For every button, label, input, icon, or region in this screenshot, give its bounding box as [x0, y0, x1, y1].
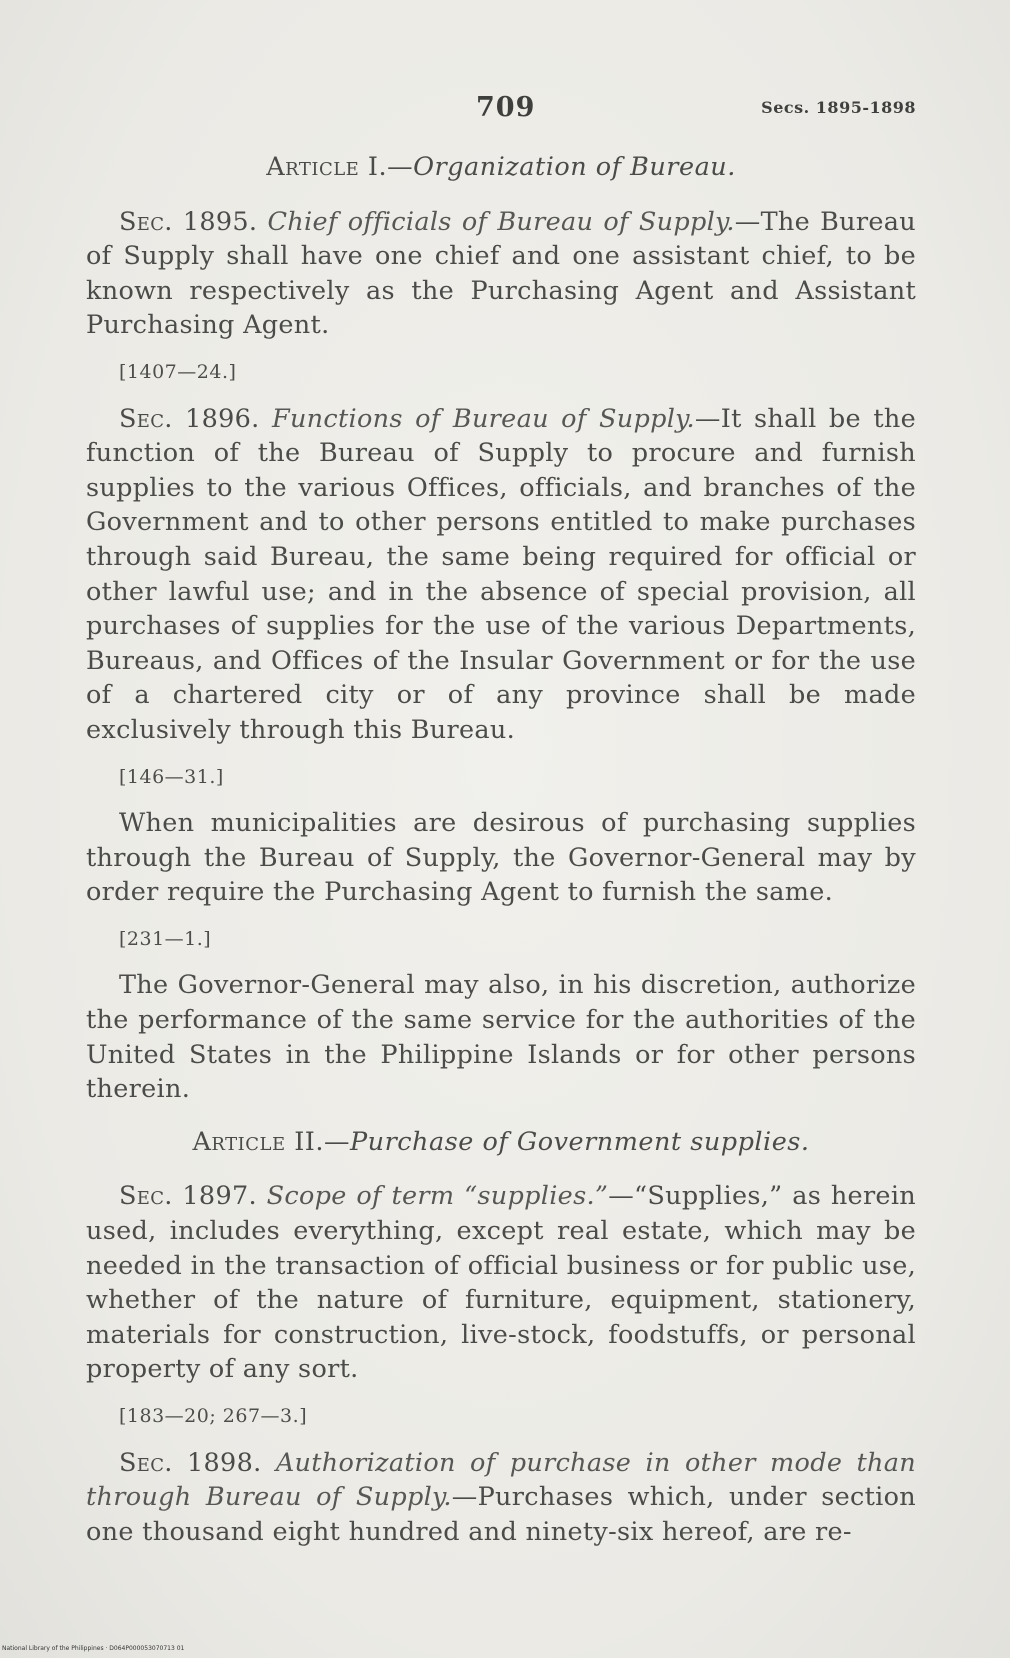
section-label: Sec. 1898.: [119, 1447, 262, 1478]
section-1896-paragraph-3: The Governor-General may also, in his discretion, authorize the performance of the same service for the authorities of the United States in the Philippine Islands or for other persons therein.: [86, 970, 916, 1105]
scan-credit: National Library of the Philippines · D064P000053070713 01: [2, 1645, 185, 1652]
citation: [231—1.]: [119, 927, 212, 950]
article-title: Organization of Bureau.: [413, 152, 736, 182]
article-heading-1: Article I.—Organization of Bureau.: [266, 152, 736, 182]
article-heading-2: Article II.—Purchase of Government supplies.: [192, 1126, 810, 1157]
section-body: “Supplies,” as herein used, includes everything, except real estate, which may be needed in the transaction of official business or for public use, whether of the nature of furniture, equipment, stationery, materials for construction, live-stock, foodstuffs, or personal property of any sort.: [86, 1181, 917, 1385]
page-body: [86, 150, 916, 1561]
page-number: 709: [476, 92, 536, 123]
citation: [183—20; 267—3.]: [119, 1405, 308, 1427]
citation: [146—31.]: [119, 765, 224, 788]
section-range: Secs. 1895-1898: [761, 98, 916, 117]
section-body: It shall be the function of the Bureau of Supply to procure and furnish supplies to the various Offices, officials, and branches of the Government and to other persons entitled to make purchases through said Bureau, the same being required for official or other lawful use; and in the absence of special provision, all purchases of supplies for the use of the various Departments, Bureaus, and Offices of the Insular Government or for the use of a chartered city or of any province shall be made exclusively through this Bureau.: [86, 403, 916, 745]
section-title: Chief officials of Bureau of Supply.: [267, 206, 735, 237]
section-label: Sec. 1897.: [119, 1181, 257, 1212]
section-title: Authorization of purchase in other mode than through Bureau of Supply.: [86, 1447, 917, 1513]
section-label: Sec. 1895.: [119, 206, 258, 237]
section-1896-paragraph-2: When municipalities are desirous of purchasing supplies through the Bureau of Supply, the Governor-General may by order require the Purchasing Agent to furnish the same.: [86, 808, 916, 908]
section-1896: Sec. 1896. Functions of Bureau of Supply.—It shall be the function of the Bureau of Supply to procure and furnish supplies to the various Offices, officials, and branches of the Government and to other persons entitled to make purchases through said Bureau, the same being required for official or other lawful use; and in the absence of special provision, all purchases of supplies for the use of the various Departments, Bureaus, and Offices of the Insular Government or for the use of a chartered city or of any province shall be made exclusively through this Bureau.: [86, 403, 916, 745]
article-title: Purchase of Government supplies.: [350, 1126, 810, 1157]
section-1895: Sec. 1895. Chief officials of Bureau of Supply.—The Bureau of Supply shall have one chief and one assistant chief, to be known respectively as the Purchasing Agent and Assistant Purchasing Agent.: [86, 206, 917, 341]
section-title: Scope of term “supplies.”: [266, 1181, 609, 1212]
section-body: Purchases which, under section one thousand eight hundred and ninety-six hereof, are re-: [86, 1482, 916, 1547]
section-1898: Sec. 1898. Authorization of purchase in other mode than through Bureau of Supply.—Purchases which, under section one thousand eight hundred and ninety-six hereof, are re-: [86, 1447, 917, 1547]
section-body: The Bureau of Supply shall have one chief and one assistant chief, to be known respectively as the Purchasing Agent and Assistant Purchasing Agent.: [86, 206, 917, 341]
section-1897: Sec. 1897. Scope of term “supplies.”—“Supplies,” as herein used, includes everything, except real estate, which may be needed in the transaction of official business or for public use, whether of the nature of furniture, equipment, stationery, materials for construction, live-stock, foodstuffs, or personal property of any sort.: [86, 1181, 917, 1385]
section-title: Functions of Bureau of Supply.: [271, 403, 695, 434]
citation: [1407—24.]: [119, 360, 237, 383]
section-label: Sec. 1896.: [119, 403, 260, 434]
article-label: Article II.: [192, 1126, 324, 1157]
article-label: Article I.: [266, 152, 388, 182]
page-header: [88, 92, 916, 132]
